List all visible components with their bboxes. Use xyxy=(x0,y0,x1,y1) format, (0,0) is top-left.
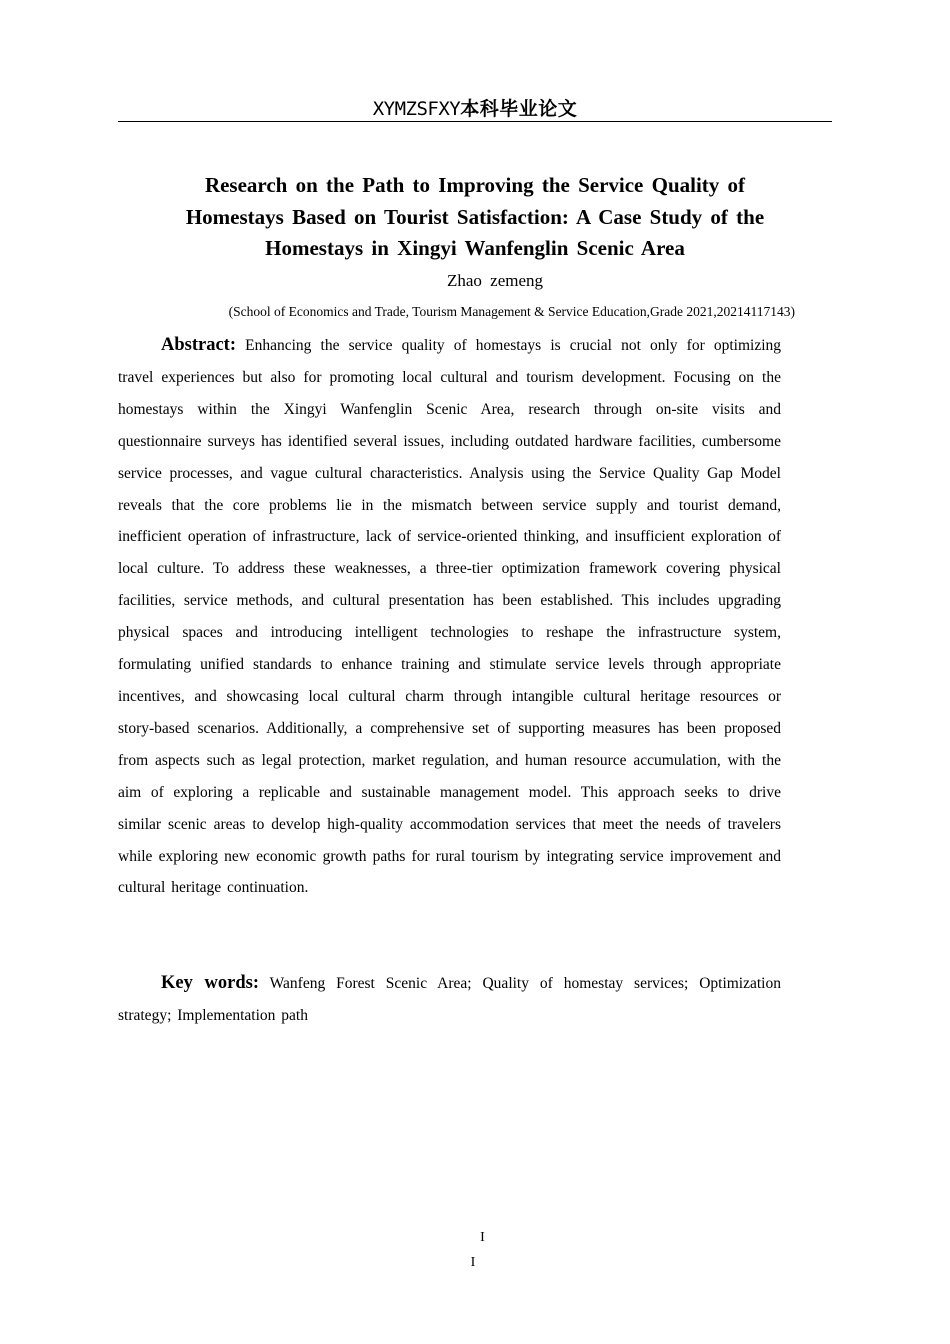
keywords-label: Key words: xyxy=(161,973,259,993)
keywords-paragraph xyxy=(118,968,781,1031)
running-header xyxy=(0,94,950,123)
header-latin-text: XYMZSFXY xyxy=(372,98,461,120)
page-number-footer: I xyxy=(470,1255,476,1270)
title-line-1: Research on the Path to Improving the Service Quality of xyxy=(204,173,746,197)
abstract-paragraph xyxy=(118,330,781,904)
title-line-3: Homestays in Xingyi Wanfenglin Scenic Area xyxy=(265,236,685,260)
keywords-text: Wanfeng Forest Scenic Area; Quality of homestay services; Optimization strategy; Implementation path xyxy=(118,975,781,1024)
header-rule xyxy=(118,121,832,122)
title-line-2: Homestays Based on Tourist Satisfaction: A Case Study of the xyxy=(185,204,765,229)
abstract-text: Enhancing the service quality of homestays is crucial not only for optimizing travel experiences but also for promoting local cultural and tourism development. Focusing on the homestays within the Xingyi Wanfenglin Scenic Area, research through on-site visits and questionnaire surveys has identified several issues, including outdated hardware facilities, cumbersome service processes, and vague cultural characteristics. Analysis using the Service Quality Gap Model reveals that the core problems lie in the mismatch between service supply and tourist demand, inefficient operation of infrastructure, lack of service-oriented thinking, and insufficient exploration of local culture. To address these weaknesses, a three-tier optimization framework covering physical facilities, service methods, and cultural presentation has been established. This includes upgrading physical spaces and introducing intelligent technologies to reshape the infrastructure system, formulating unified standards to enhance training and stimulate service levels through appropriate incentives, and showcasing local cultural charm through intangible cultural heritage resources or story-based scenarios. Additionally, a comprehensive set of supporting measures has been proposed from aspects such as legal protection, market regulation, and human resource accumulation, with the aim of exploring a replicable and sustainable management model. This approach seeks to drive similar scenic areas to develop high-quality accommodation services that meet the needs of travelers while exploring new economic growth paths for rural tourism by integrating service improvement and cultural heritage continuation. xyxy=(118,337,782,897)
author-affiliation: (School of Economics and Trade, Tourism Management & Service Education,Grade 2021,20214117143) xyxy=(228,304,795,319)
paper-title xyxy=(155,170,795,265)
header-chinese-text: 本科毕业论文 xyxy=(460,98,578,120)
author-name: Zhao zemeng xyxy=(446,271,544,290)
page-number: I xyxy=(480,1230,485,1245)
abstract-label: Abstract: xyxy=(161,335,237,355)
